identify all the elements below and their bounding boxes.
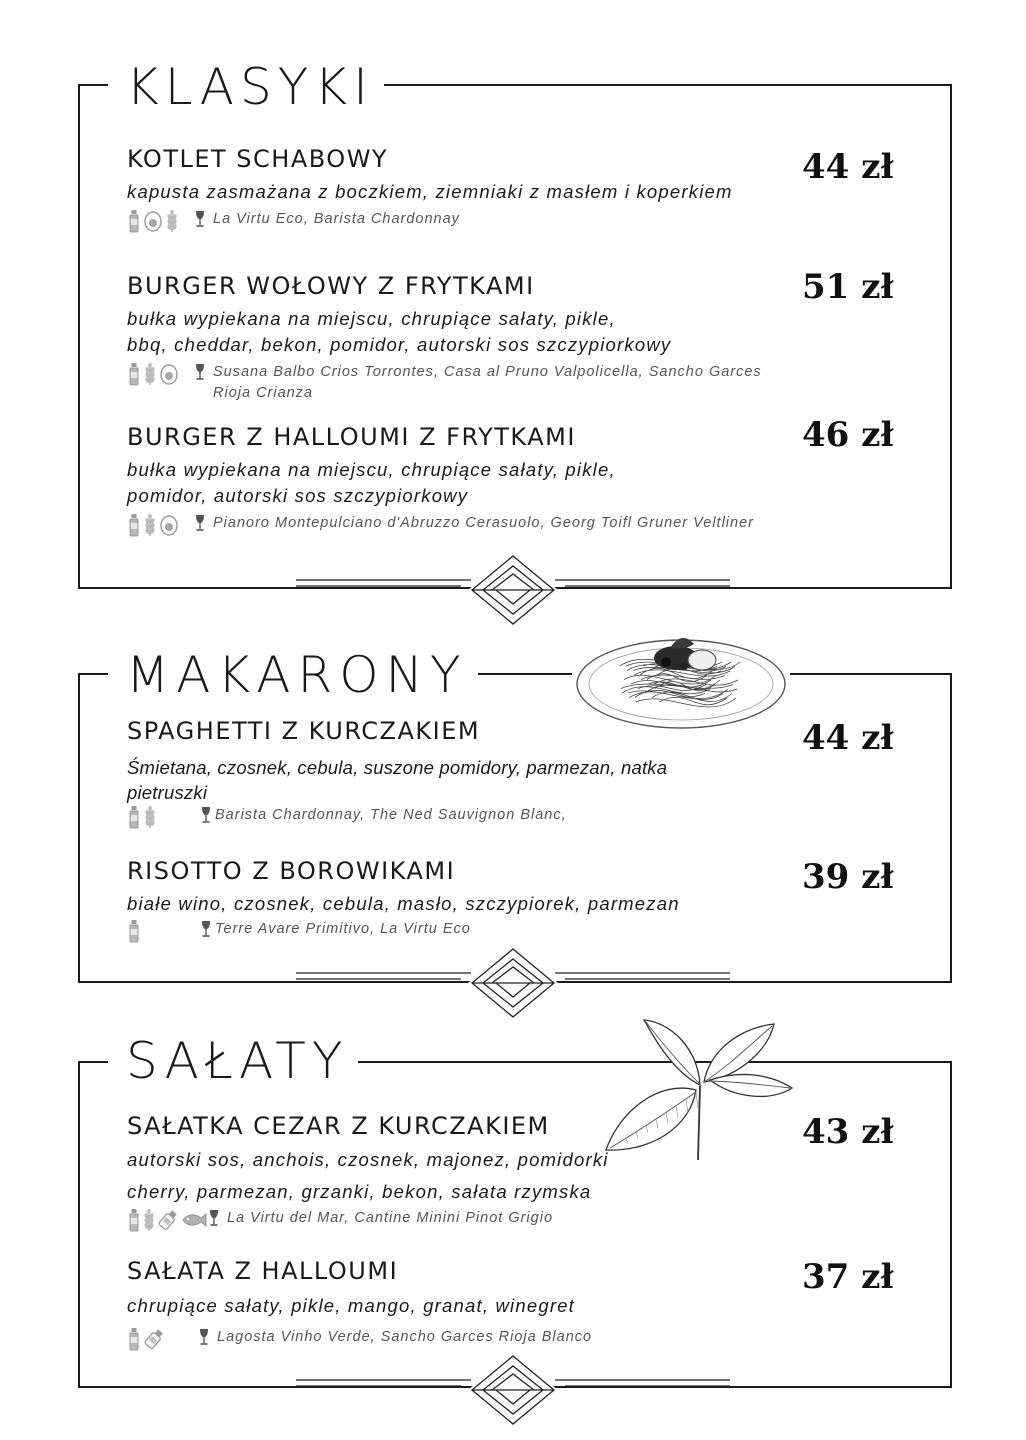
allergen-icons (127, 209, 193, 233)
item-meta (127, 1327, 907, 1351)
item-price: 43 zł (802, 1112, 894, 1152)
item-price: 37 zł (802, 1257, 894, 1297)
wine-glass-icon (199, 920, 213, 938)
item-description: bułka wypiekana na miejscu, chrupiące sałaty, pikle, bbq, cheddar, bekon, pomidor, autorski sos szczypiorkowy (127, 308, 672, 355)
item-meta (127, 513, 907, 537)
item-meta (127, 919, 907, 943)
wine-pairing: La Virtu Eco, Barista Chardonnay (213, 211, 460, 227)
milk-bottle-icon (127, 919, 141, 943)
item-price: 51 zł (802, 267, 894, 307)
fish-icon (180, 1208, 208, 1232)
egg-icon (159, 362, 179, 386)
wine-pairing: Barista Chardonnay, The Ned Sauvignon Blanc, (215, 807, 567, 823)
milk-bottle-icon (127, 805, 141, 829)
menu-item (127, 1257, 907, 1351)
wine-pairing: Lagosta Vinho Verde, Sancho Garces Rioja Blanco (217, 1329, 593, 1345)
item-price: 46 zł (802, 415, 894, 455)
menu-item (127, 423, 907, 537)
wine-glass-icon (193, 514, 207, 532)
wine-glass-icon (197, 1328, 211, 1346)
item-description: kapusta zasmażana z boczkiem, ziemniaki z masłem i koperkiem (127, 181, 733, 202)
item-price: 44 zł (802, 147, 894, 187)
menu-item (127, 145, 907, 233)
item-description: Śmietana, czosnek, cebula, suszone pomidory, parmezan, natka pietruszki (127, 757, 668, 803)
item-description: bułka wypiekana na miejscu, chrupiące sałaty, pikle, pomidor, autorski sos szczypiorkowy (127, 459, 616, 506)
wheat-icon (142, 1208, 156, 1232)
milk-bottle-icon (127, 362, 141, 386)
allergen-icons (127, 1327, 197, 1351)
item-meta (127, 805, 907, 829)
wheat-icon (143, 805, 157, 829)
wine-glass-icon (193, 210, 207, 228)
item-meta (127, 209, 907, 233)
menu-item (127, 272, 907, 404)
item-name: BURGER Z HALLOUMI Z FRYTKAMI (127, 423, 576, 451)
item-meta (127, 1208, 907, 1232)
title-rule (480, 673, 572, 675)
item-name: KOTLET SCHABOWY (127, 145, 389, 173)
mustard-icon (157, 1208, 179, 1232)
item-name: SPAGHETTI Z KURCZAKIEM (127, 717, 481, 745)
wheat-icon (143, 513, 157, 537)
wheat-icon (143, 362, 157, 386)
wine-glass-icon (207, 1209, 221, 1227)
milk-bottle-icon (127, 513, 141, 537)
allergen-icons (127, 362, 193, 386)
item-name: BURGER WOŁOWY Z FRYTKAMI (127, 272, 535, 300)
menu-item (127, 857, 907, 943)
mustard-icon (143, 1327, 165, 1351)
wine-glass-icon (199, 806, 213, 824)
item-description: chrupiące sałaty, pikle, mango, granat, winegret (127, 1295, 576, 1316)
item-price: 39 zł (802, 857, 894, 897)
item-meta (127, 362, 907, 404)
item-description: autorski sos, anchois, czosnek, majonez, pomidorki cherry, parmezan, grzanki, bekon, sałata rzymska (127, 1149, 609, 1202)
menu-item (127, 717, 907, 829)
section-title-makarony: MAKARONY (108, 650, 478, 700)
wheat-icon (165, 209, 179, 233)
wine-pairing: Terre Avare Primitivo, La Virtu Eco (215, 921, 471, 937)
item-name: SAŁATA Z HALLOUMI (127, 1257, 399, 1285)
wine-glass-icon (193, 363, 207, 381)
allergen-icons (127, 919, 199, 943)
wine-pairing: La Virtu del Mar, Cantine Minini Pinot Grigio (227, 1210, 554, 1226)
allergen-icons (127, 805, 199, 829)
egg-icon (143, 209, 163, 233)
milk-bottle-icon (127, 1327, 141, 1351)
egg-icon (159, 513, 179, 537)
milk-bottle-icon (127, 1208, 141, 1232)
wine-pairing: Pianoro Montepulciano d'Abruzzo Cerasuolo, Georg Toifl Gruner Veltliner (213, 515, 754, 531)
item-description: białe wino, czosnek, cebula, masło, szczypiorek, parmezan (127, 893, 680, 914)
milk-bottle-icon (127, 209, 141, 233)
item-price: 44 zł (802, 718, 894, 758)
allergen-icons (127, 1208, 207, 1232)
menu-item (127, 1112, 907, 1232)
item-name: SAŁATKA CEZAR Z KURCZAKIEM (127, 1112, 550, 1140)
wine-pairing: Susana Balbo Crios Torrontes, Casa al Pruno Valpolicella, Sancho Garces Rioja Crianza (213, 364, 762, 401)
item-name: RISOTTO Z BOROWIKAMI (127, 857, 456, 885)
section-title-salaty: SAŁATY (108, 1036, 358, 1086)
section-title-klasyki: KLASYKI (108, 62, 384, 112)
allergen-icons (127, 513, 193, 537)
art-deco-divider (296, 1352, 730, 1432)
title-rule (360, 1061, 602, 1063)
